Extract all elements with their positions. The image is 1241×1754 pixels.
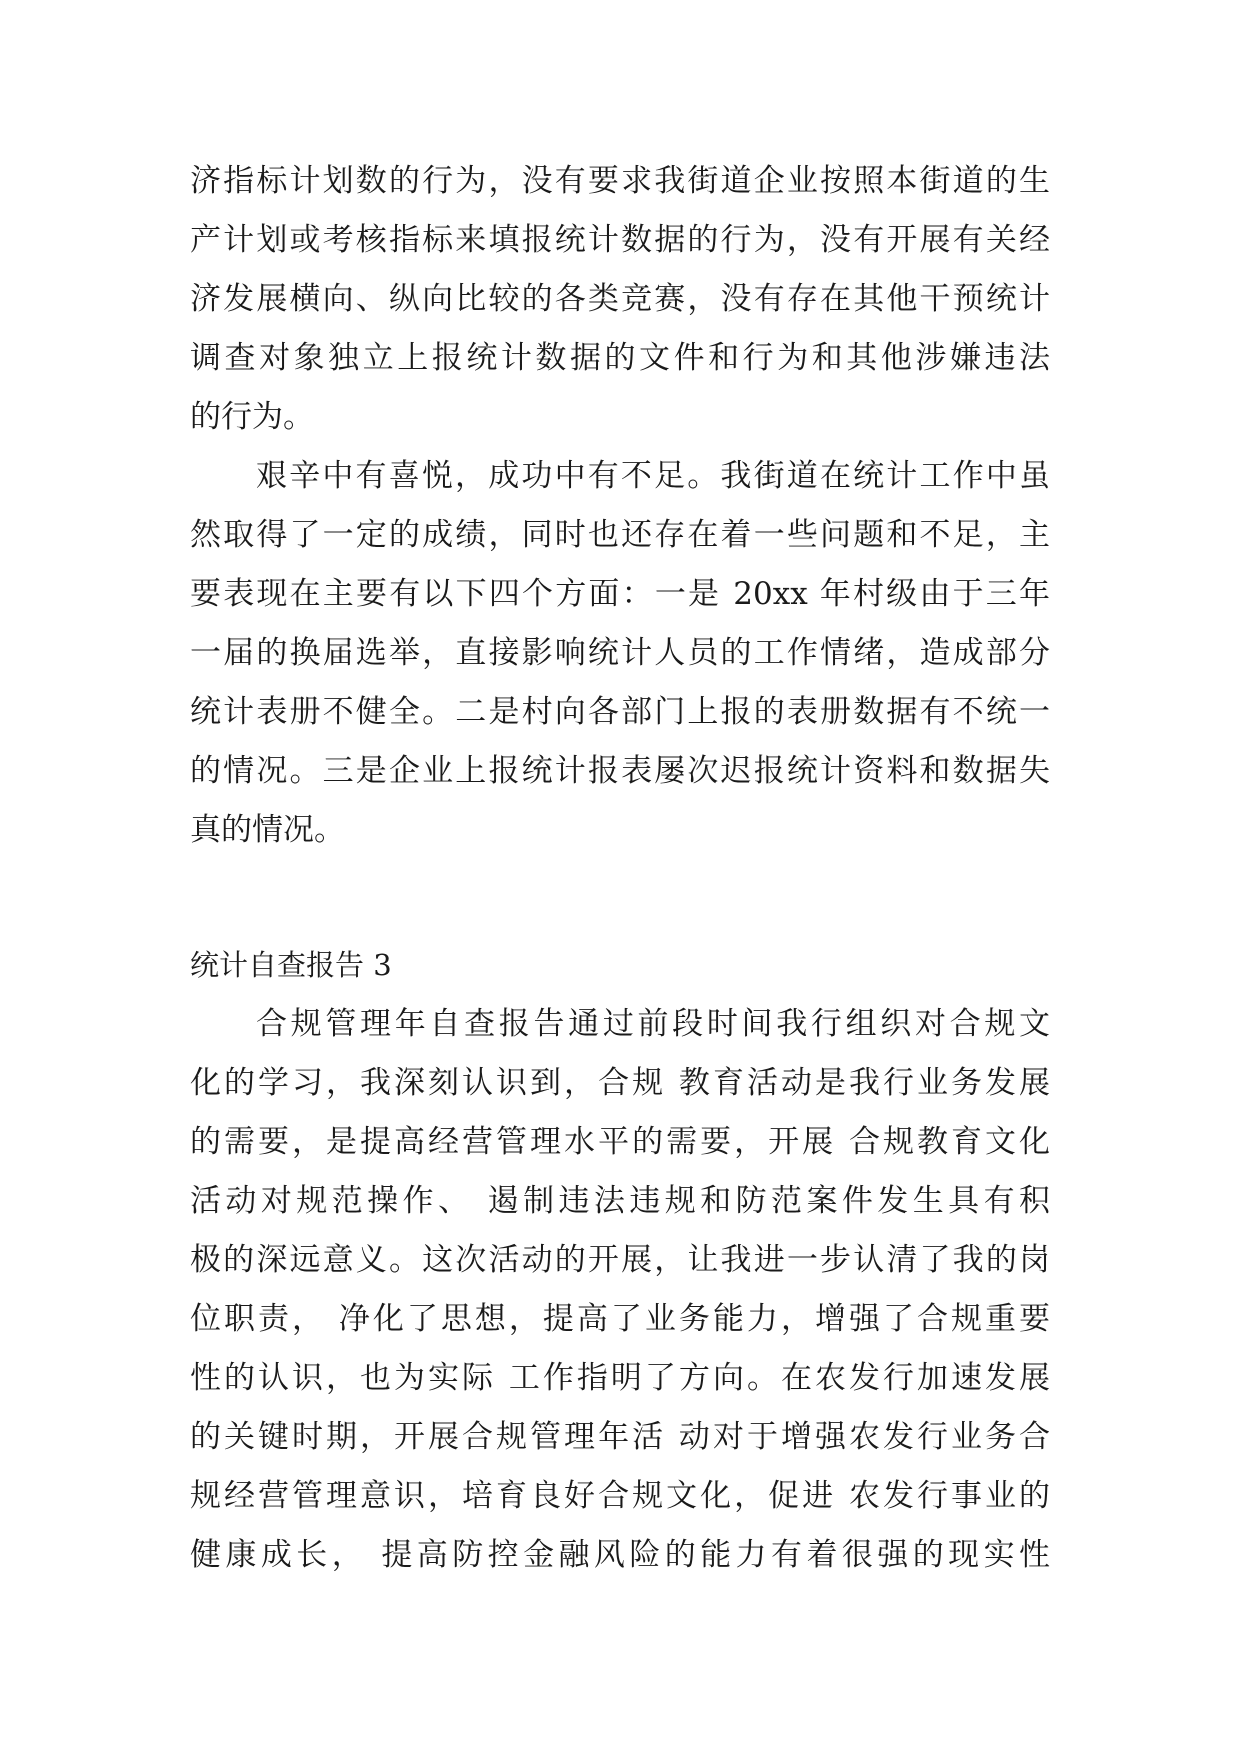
document-body: [190, 152, 1050, 1585]
text-line: 调查对象独立上报统计数据的文件和行为和其他涉嫌违法: [190, 340, 1050, 376]
text-line: 健康成长， 提高防控金融风险的能力有着很强的现实性: [190, 1537, 1050, 1573]
text-line: 真的情况。: [190, 812, 345, 848]
text-line: 艰辛中有喜悦，成功中有不足。我街道在统计工作中虽: [256, 458, 1050, 494]
text-line: 位职责， 净化了思想，提高了业务能力，增强了合规重要: [190, 1301, 1050, 1337]
text-line: 济发展横向、纵向比较的各类竞赛，没有存在其他干预统计: [190, 281, 1050, 317]
text-line: 济指标计划数的行为，没有要求我街道企业按照本街道的生: [190, 163, 1050, 199]
text-line: 然取得了一定的成绩，同时也还存在着一些问题和不足，主: [190, 517, 1050, 553]
text-line: 的行为。: [190, 399, 314, 435]
text-line: 化的学习，我深刻认识到，合规 教育活动是我行业务发展: [190, 1065, 1050, 1101]
text-line: 要表现在主要有以下四个方面：一是 20xx 年村级由于三年: [190, 576, 1050, 612]
text-line: 产计划或考核指标来填报统计数据的行为，没有开展有关经: [190, 222, 1050, 258]
paragraph-2: [190, 447, 1050, 860]
text-line: 规经营管理意识，培育良好合规文化，促进 农发行事业的: [190, 1478, 1050, 1514]
paragraph-3: [190, 995, 1050, 1585]
text-line: 活动对规范操作、 遏制违法违规和防范案件发生具有积: [190, 1183, 1050, 1219]
text-line: 的情况。三是企业上报统计报表屡次迟报统计资料和数据失: [190, 753, 1050, 789]
text-line: 统计表册不健全。二是村向各部门上报的表册数据有不统一: [190, 694, 1050, 730]
text-line: 的需要，是提高经营管理水平的需要，开展 合规教育文化: [190, 1124, 1050, 1160]
text-line: 一届的换届选举，直接影响统计人员的工作情绪，造成部分: [190, 635, 1050, 671]
text-line: 的关键时期，开展合规管理年活 动对于增强农发行业务合: [190, 1419, 1050, 1455]
text-line: 性的认识，也为实际 工作指明了方向。在农发行加速发展: [190, 1360, 1050, 1396]
section-heading: 统计自查报告 3: [190, 948, 392, 982]
paragraph-1: [190, 152, 1050, 447]
text-line: 极的深远意义。这次活动的开展，让我进一步认清了我的岗: [190, 1242, 1050, 1278]
text-line: 合规管理年自查报告通过前段时间我行组织对合规文: [256, 1006, 1050, 1042]
